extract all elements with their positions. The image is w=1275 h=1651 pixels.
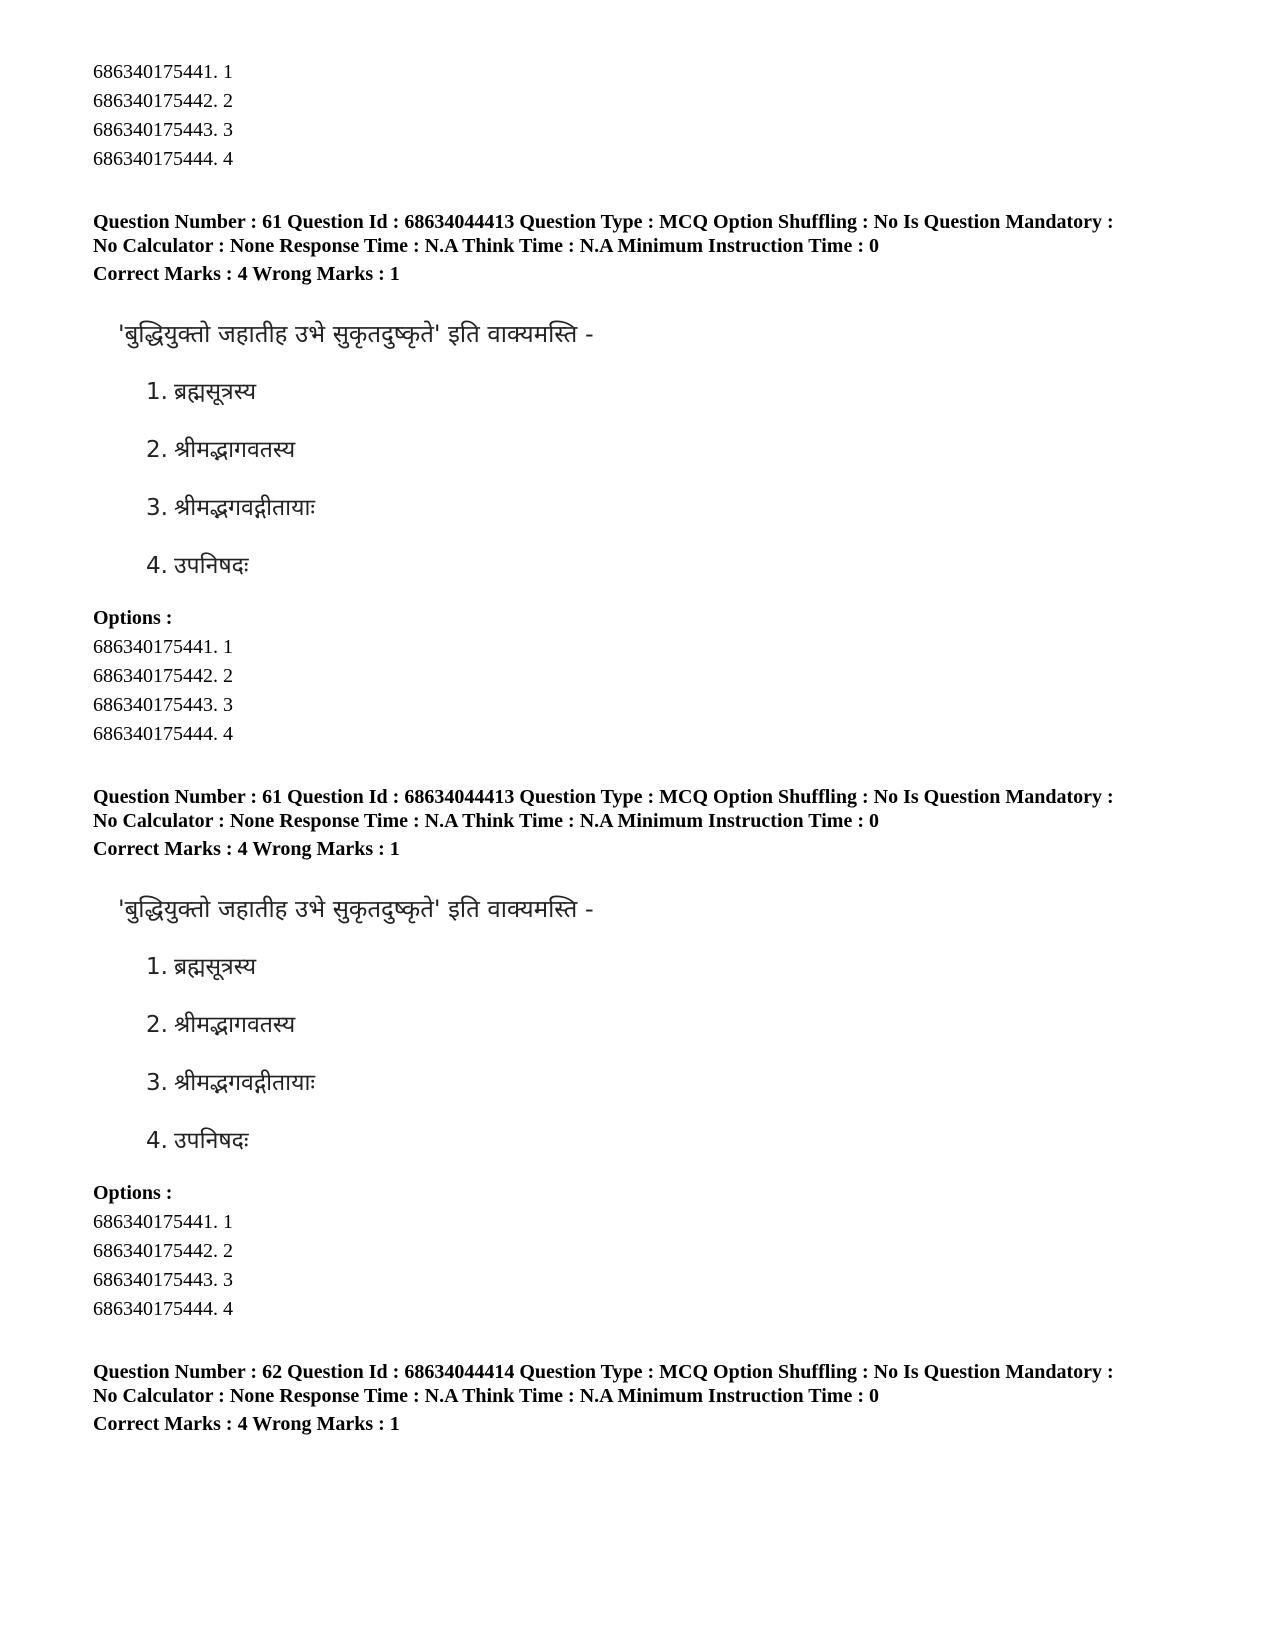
question-choice bbox=[146, 1007, 1213, 1043]
question-marks: Correct Marks : 4 Wrong Marks : 1 bbox=[93, 263, 400, 285]
question-header bbox=[93, 785, 1213, 861]
question-header-line: No Calculator : None Response Time : N.A Think Time : N.A Minimum Instruction Time : 0 bbox=[93, 235, 879, 257]
option-item: 686340175443. 3 bbox=[93, 1269, 233, 1291]
choice-number: 3. bbox=[146, 1070, 168, 1096]
option-item: 686340175442. 2 bbox=[93, 1240, 233, 1262]
choice-number: 4. bbox=[146, 553, 168, 579]
options-label: Options : bbox=[93, 1182, 173, 1204]
question-header bbox=[93, 1360, 1213, 1436]
option-item: 686340175441. 1 bbox=[93, 61, 233, 83]
option-item: 686340175444. 4 bbox=[93, 723, 233, 745]
choice-number: 3. bbox=[146, 495, 168, 521]
question-choice bbox=[146, 1123, 1213, 1159]
choice-text: ब्रह्मसूत्रस्य bbox=[173, 379, 257, 405]
question-choice bbox=[146, 1065, 1213, 1101]
question-marks: Correct Marks : 4 Wrong Marks : 1 bbox=[93, 838, 400, 860]
choice-text: श्रीमद्भागवतस्य bbox=[173, 1012, 296, 1038]
option-item: 686340175442. 2 bbox=[93, 665, 233, 687]
document-page bbox=[93, 58, 1213, 1436]
question-body bbox=[118, 891, 1213, 1159]
question-header-line: Question Number : 61 Question Id : 68634044413 Question Type : MCQ Option Shuffling : No Is Question Mandatory : bbox=[93, 211, 1114, 233]
options-label: Options : bbox=[93, 607, 173, 629]
choice-text: श्रीमद्भगवद्गीतायाः bbox=[173, 1070, 316, 1096]
options-list bbox=[93, 1208, 1213, 1324]
question-header-line: Question Number : 61 Question Id : 68634044413 Question Type : MCQ Option Shuffling : No Is Question Mandatory : bbox=[93, 786, 1114, 808]
question-choice bbox=[146, 374, 1213, 410]
option-item: 686340175442. 2 bbox=[93, 90, 233, 112]
option-item: 686340175444. 4 bbox=[93, 148, 233, 170]
question-header bbox=[93, 210, 1213, 286]
question-body bbox=[118, 316, 1213, 584]
choice-text: उपनिषदः bbox=[173, 553, 249, 579]
question-choice bbox=[146, 490, 1213, 526]
question-header-line: Question Number : 62 Question Id : 68634044414 Question Type : MCQ Option Shuffling : No Is Question Mandatory : bbox=[93, 1361, 1114, 1383]
option-item: 686340175443. 3 bbox=[93, 119, 233, 141]
question-choice bbox=[146, 949, 1213, 985]
choice-number: 2. bbox=[146, 437, 168, 463]
choice-text: श्रीमद्भगवद्गीतायाः bbox=[173, 495, 316, 521]
options-list bbox=[93, 633, 1213, 749]
question-marks: Correct Marks : 4 Wrong Marks : 1 bbox=[93, 1413, 400, 1435]
options-list-previous bbox=[93, 58, 1213, 174]
option-item: 686340175441. 1 bbox=[93, 636, 233, 658]
choice-number: 4. bbox=[146, 1128, 168, 1154]
question-stem: 'बुद्धियुक्तो जहातीह उभे सुकृतदुष्कृते' इति वाक्यमस्ति - bbox=[118, 895, 594, 923]
option-item: 686340175444. 4 bbox=[93, 1298, 233, 1320]
question-block bbox=[93, 210, 1213, 749]
question-header-line: No Calculator : None Response Time : N.A Think Time : N.A Minimum Instruction Time : 0 bbox=[93, 1385, 879, 1407]
question-choice bbox=[146, 548, 1213, 584]
question-header-line: No Calculator : None Response Time : N.A Think Time : N.A Minimum Instruction Time : 0 bbox=[93, 810, 879, 832]
choice-text: ब्रह्मसूत्रस्य bbox=[173, 954, 257, 980]
choice-number: 1. bbox=[146, 379, 168, 405]
option-item: 686340175443. 3 bbox=[93, 694, 233, 716]
choice-text: उपनिषदः bbox=[173, 1128, 249, 1154]
choice-number: 2. bbox=[146, 1012, 168, 1038]
question-stem: 'बुद्धियुक्तो जहातीह उभे सुकृतदुष्कृते' इति वाक्यमस्ति - bbox=[118, 320, 594, 348]
choice-number: 1. bbox=[146, 954, 168, 980]
question-choice bbox=[146, 432, 1213, 468]
question-block bbox=[93, 785, 1213, 1324]
option-item: 686340175441. 1 bbox=[93, 1211, 233, 1233]
choice-text: श्रीमद्भागवतस्य bbox=[173, 437, 296, 463]
